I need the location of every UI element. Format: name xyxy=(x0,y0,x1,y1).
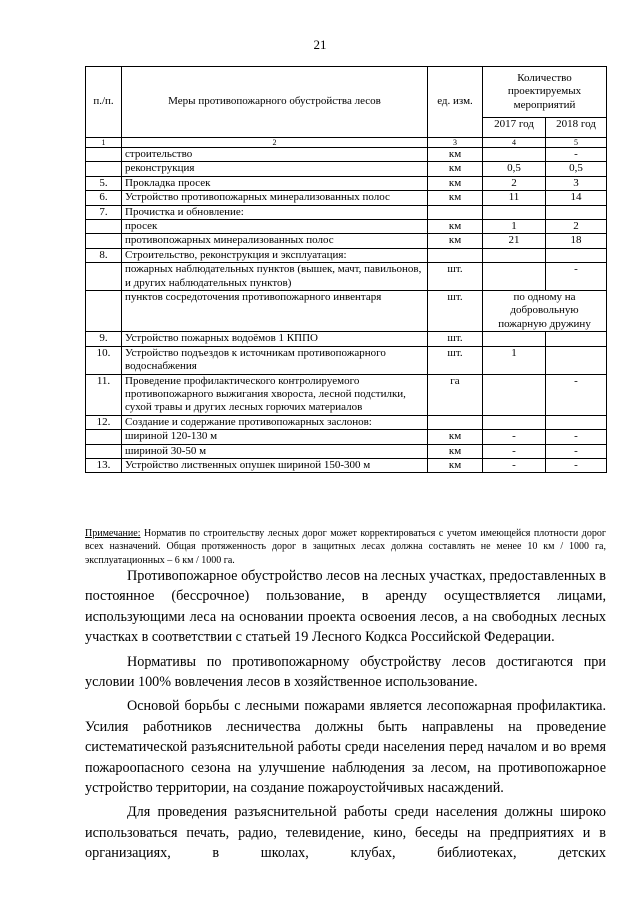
row-number: 10. xyxy=(86,346,122,374)
row-value-2018: 2 xyxy=(546,220,607,234)
row-measure: реконструкция xyxy=(122,162,428,176)
row-number: 5. xyxy=(86,176,122,190)
table-note xyxy=(85,527,606,567)
col-number: 1 xyxy=(86,138,122,148)
row-number xyxy=(86,444,122,458)
row-number xyxy=(86,220,122,234)
row-measure: пунктов сосредоточения противопожарного инвентаря xyxy=(122,291,428,332)
row-measure: строительство xyxy=(122,148,428,162)
row-value-2017 xyxy=(483,263,546,291)
header-measures: Меры противопожарного обустройства лесов xyxy=(122,67,428,138)
row-value-2018: - xyxy=(546,148,607,162)
row-value-2018: 0,5 xyxy=(546,162,607,176)
row-measure: шириной 30-50 м xyxy=(122,444,428,458)
header-num: п./п. xyxy=(86,67,122,138)
row-unit xyxy=(428,205,483,219)
row-number: 11. xyxy=(86,374,122,415)
table-row xyxy=(86,374,607,415)
table-row xyxy=(86,291,607,332)
header-unit: ед. изм. xyxy=(428,67,483,138)
row-number xyxy=(86,263,122,291)
row-measure: Создание и содержание противопожарных заслонов: xyxy=(122,415,428,429)
row-unit: шт. xyxy=(428,346,483,374)
row-measure: Прочистка и обновление: xyxy=(122,205,428,219)
col-number: 2 xyxy=(122,138,428,148)
header-quantity: Количество проектируемых мероприятий xyxy=(483,67,607,118)
table-row xyxy=(86,220,607,234)
row-value-2017: 0,5 xyxy=(483,162,546,176)
row-number: 7. xyxy=(86,205,122,219)
row-value-2018 xyxy=(546,346,607,374)
table-row xyxy=(86,346,607,374)
row-value-2018: - xyxy=(546,374,607,415)
table-row xyxy=(86,191,607,205)
row-number: 12. xyxy=(86,415,122,429)
row-number: 6. xyxy=(86,191,122,205)
row-value-2018: - xyxy=(546,458,607,472)
row-unit: км xyxy=(428,234,483,248)
row-value-2018 xyxy=(546,205,607,219)
row-measure: пожарных наблюдательных пунктов (вышек, мачт, павильонов, и других наблюдательных пунктов) xyxy=(122,263,428,291)
row-unit: шт. xyxy=(428,332,483,346)
paragraph: Противопожарное обустройство лесов на лесных участках, предоставленных в постоянное (бессрочное) пользование, в аренду осуществляется лицами, использующими леса на основании проекта освоения лесов, а на свободных лесных участках в соответствии с статьей 19 Лесного Кодкса Российской Федерации. xyxy=(85,568,606,646)
row-number: 8. xyxy=(86,248,122,262)
row-number xyxy=(86,430,122,444)
note-text: Норматив по строительству лесных дорог может корректироваться с учетом имеющейся плотности дорог всех назначений. Общая протяженность дорог в защитных лесах должна составлять не менее 10 км / 1000 га, эксплуатационных – 6 км / 1000 га. xyxy=(85,528,606,566)
row-measure: шириной 120-130 м xyxy=(122,430,428,444)
row-value-2017: - xyxy=(483,444,546,458)
row-value-2017: 2 xyxy=(483,176,546,190)
row-value-2018: 3 xyxy=(546,176,607,190)
row-value-2018 xyxy=(546,332,607,346)
column-number-row xyxy=(86,138,607,148)
paragraph: Нормативы по противопожарному обустройству лесов достигаются при условии 100% вовлечения лесов в хозяйственное использование. xyxy=(85,653,606,691)
row-unit: км xyxy=(428,191,483,205)
table-row xyxy=(86,430,607,444)
col-number: 3 xyxy=(428,138,483,148)
row-number xyxy=(86,162,122,176)
body-text xyxy=(85,566,606,868)
row-value-2018 xyxy=(546,248,607,262)
table-row xyxy=(86,176,607,190)
note-label: Примечание: xyxy=(85,528,141,539)
row-value-2017: 1 xyxy=(483,346,546,374)
row-value-2018: - xyxy=(546,263,607,291)
row-value-2017: - xyxy=(483,430,546,444)
row-unit: га xyxy=(428,374,483,415)
row-measure: Устройство пожарных водоёмов 1 КППО xyxy=(122,332,428,346)
row-value-2017 xyxy=(483,205,546,219)
table-row xyxy=(86,162,607,176)
table-row xyxy=(86,332,607,346)
row-value-2017: 11 xyxy=(483,191,546,205)
row-measure: противопожарных минерализованных полос xyxy=(122,234,428,248)
row-number: 13. xyxy=(86,458,122,472)
row-unit: шт. xyxy=(428,263,483,291)
row-value-2018: 18 xyxy=(546,234,607,248)
fire-measures-table xyxy=(85,66,607,473)
row-number: 9. xyxy=(86,332,122,346)
row-measure: Строительство, реконструкция и эксплуатация: xyxy=(122,248,428,262)
table-row xyxy=(86,444,607,458)
row-value-2017 xyxy=(483,148,546,162)
row-unit xyxy=(428,415,483,429)
row-value-2018: 14 xyxy=(546,191,607,205)
table-row xyxy=(86,148,607,162)
row-unit: км xyxy=(428,148,483,162)
row-value-2017 xyxy=(483,415,546,429)
paragraph: Для проведения разъяснительной работы среди населения должны широко использоваться печать, радио, телевидение, кино, беседы на предприятиях и в организациях, в школах, клубах, библиотеках, детских xyxy=(85,804,606,862)
row-value-2017 xyxy=(483,248,546,262)
table-row xyxy=(86,234,607,248)
col-number: 4 xyxy=(483,138,546,148)
row-unit: км xyxy=(428,220,483,234)
page-number: 21 xyxy=(313,37,327,52)
row-unit: км xyxy=(428,444,483,458)
row-measure: Прокладка просек xyxy=(122,176,428,190)
row-value-2018: - xyxy=(546,430,607,444)
row-value-2017 xyxy=(483,332,546,346)
table-row xyxy=(86,415,607,429)
row-value-2018 xyxy=(546,415,607,429)
table-header-row xyxy=(86,67,607,118)
row-measure: Проведение профилактического контролируемого противопожарного выжигания хвороста, лесной подстилки, сухой травы и других лесных горючих материалов xyxy=(122,374,428,415)
row-merged-value: по одному на добровольную пожарную дружину xyxy=(483,291,607,332)
row-measure: Устройство противопожарных минерализованных полос xyxy=(122,191,428,205)
row-value-2017: 1 xyxy=(483,220,546,234)
row-measure: Устройство подъездов к источникам противопожарного водоснабжения xyxy=(122,346,428,374)
row-value-2018: - xyxy=(546,444,607,458)
row-unit: шт. xyxy=(428,291,483,332)
row-unit: км xyxy=(428,458,483,472)
row-measure: просек xyxy=(122,220,428,234)
row-value-2017: 21 xyxy=(483,234,546,248)
row-measure: Устройство лиственных опушек шириной 150-300 м xyxy=(122,458,428,472)
row-unit: км xyxy=(428,162,483,176)
table-row xyxy=(86,458,607,472)
row-unit: км xyxy=(428,176,483,190)
header-year-2018: 2018 год xyxy=(546,118,607,138)
row-number xyxy=(86,148,122,162)
row-unit: км xyxy=(428,430,483,444)
paragraph: Основой борьбы с лесными пожарами является лесопожарная профилактика. Усилия работников лесничества должны быть направлены на проведение систематической разъяснительной работы среди населения перед началом и во время пожароопасного сезона на улучшение наблюдения за лесом, на противопожарное устройство территории, на создание пожароустойчивых насаждений. xyxy=(85,698,606,797)
table-row xyxy=(86,205,607,219)
header-year-2017: 2017 год xyxy=(483,118,546,138)
row-value-2017 xyxy=(483,374,546,415)
table-row xyxy=(86,248,607,262)
row-unit xyxy=(428,248,483,262)
table-row xyxy=(86,263,607,291)
row-number xyxy=(86,234,122,248)
row-number xyxy=(86,291,122,332)
row-value-2017: - xyxy=(483,458,546,472)
col-number: 5 xyxy=(546,138,607,148)
